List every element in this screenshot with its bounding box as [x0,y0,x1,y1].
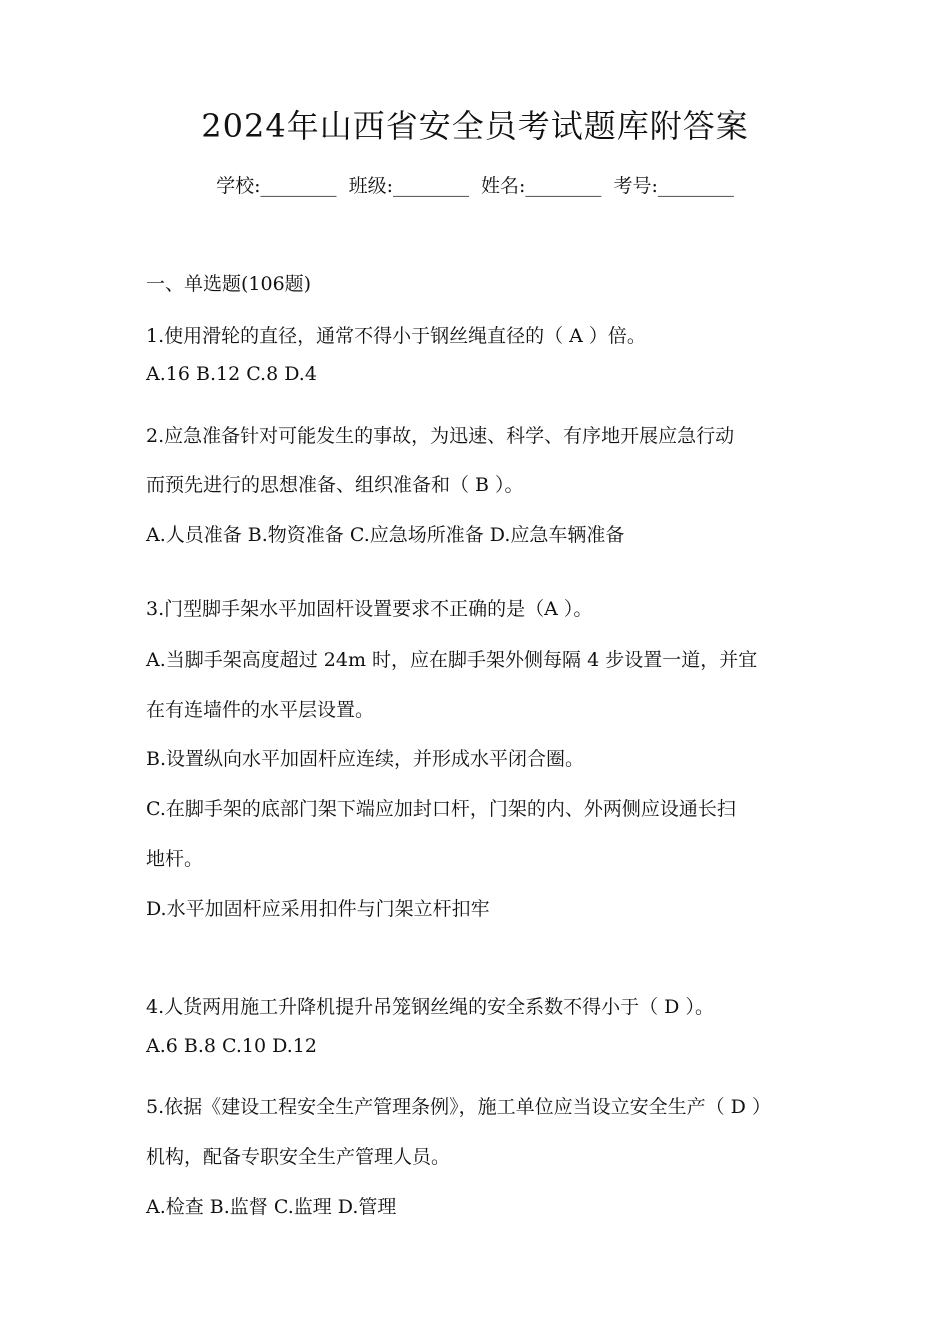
question-3-option-a-line-1: A.当脚手架高度超过 24m 时，应在脚手架外侧每隔 4 步设置一道，并宜 [146,649,758,671]
name-field: 姓名:________ [481,175,602,197]
question-3-option-a-line-2: 在有连墙件的水平层设置。 [146,699,375,721]
exam-number-field: 考号:________ [613,175,734,197]
question-1-options: A.16 B.12 C.8 D.4 [146,363,317,385]
class-field: 班级:________ [348,175,469,197]
section-heading: 一、单选题(106题) [146,273,312,295]
question-3-option-b: B.设置纵向水平加固杆应连续，并形成水平闭合圈。 [146,748,585,770]
question-2-stem-line-2: 而预先进行的思想准备、组织准备和（ B ）。 [146,474,524,496]
question-5-stem-line-1: 5.依据《建设工程安全生产管理条例》，施工单位应当设立安全生产（ D ） [146,1096,771,1118]
question-5-stem-line-2: 机构，配备专职安全生产管理人员。 [146,1146,451,1168]
question-2-stem-line-1: 2.应急准备针对可能发生的事故，为迅速、科学、有序地开展应急行动 [146,425,735,447]
question-4-options: A.6 B.8 C.10 D.12 [146,1035,317,1057]
question-5-options: A.检查 B.监督 C.监理 D.管理 [146,1196,397,1218]
question-3-option-c-line-1: C.在脚手架的底部门架下端应加封口杆，门架的内、外两侧应设通长扫 [146,798,736,820]
question-3-stem: 3.门型脚手架水平加固杆设置要求不正确的是（A ）。 [146,598,593,620]
question-4-stem: 4.人货两用施工升降机提升吊笼钢丝绳的安全系数不得小于（ D ）。 [146,996,714,1018]
question-1-stem: 1.使用滑轮的直径，通常不得小于钢丝绳直径的（ A ）倍。 [146,325,646,347]
student-info-line [0,172,950,200]
school-field: 学校:________ [216,175,337,197]
question-3-option-d: D.水平加固杆应采用扣件与门架立杆扣牢 [146,898,490,920]
question-2-options: A.人员准备 B.物资准备 C.应急场所准备 D.应急车辆准备 [146,524,625,546]
document-title: 2024年山西省安全员考试题库附答案 [201,107,749,145]
question-3-option-c-line-2: 地杆。 [146,848,204,870]
